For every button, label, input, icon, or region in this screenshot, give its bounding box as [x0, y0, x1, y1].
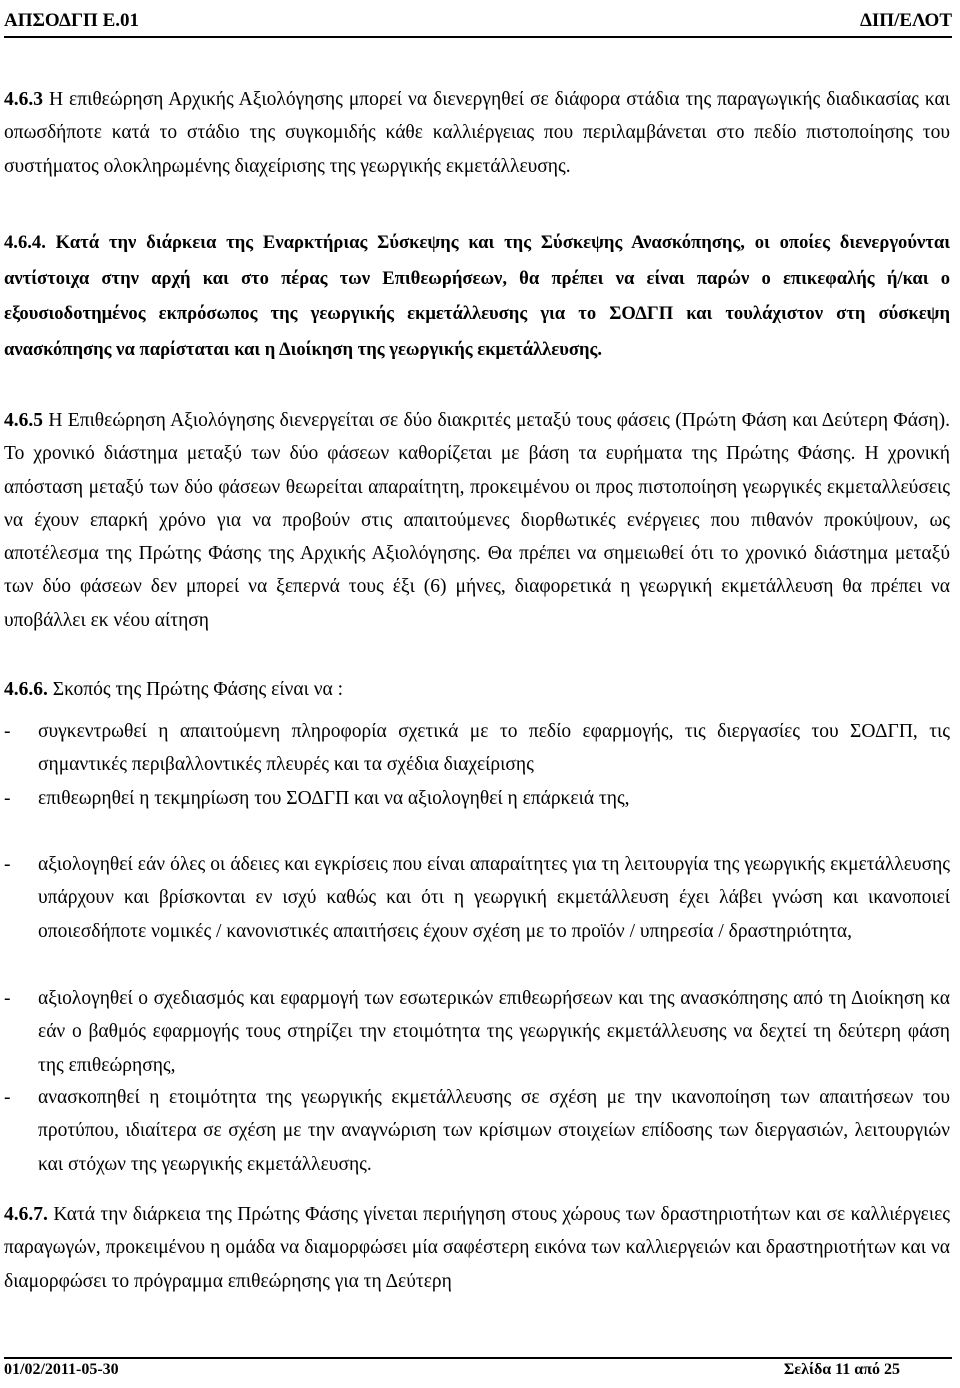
- list-item-text: ανασκοπηθεί η ετοιμότητα της γεωργικής εκμετάλλευσης σε σχέση με την ικανοποίηση των απαιτήσεων του προτύπου, ιδιαίτερα σε σχέση με την αναγνώριση των κρίσιμων στοιχείων επίδοσης των διεργασιών, λειτουργιών και στόχων της γεωργικής εκμετάλλευσης.: [38, 1087, 950, 1175]
- page-footer: [4, 1357, 952, 1378]
- paragraph-4-6-4: [4, 225, 950, 367]
- section-number: 4.6.5: [4, 410, 43, 431]
- paragraph-text: Κατά την διάρκεια της Εναρκτήριας Σύσκεψης και της Σύσκεψης Ανασκόπησης, οι οποίες διενεργούνται αντίστοιχα στην αρχή και στο πέρας των Επιθεωρήσεων, θα πρέπει να είναι παρών ο επικεφαλής ή/και ο εξουσιοδοτημένος εκπρόσωπος της γεωργικής εκμετάλλευσης για το ΣΟΔΓΠ και τουλάχιστον στη σύσκεψη ανασκόπησης να παρίσταται και η Διοίκηση της γεωργικής εκμετάλλευσης.: [4, 232, 950, 360]
- list-dash: -: [4, 988, 11, 1009]
- paragraph-4-6-5: [4, 404, 950, 637]
- page-header: [4, 6, 952, 38]
- paragraph-4-6-3: [4, 83, 950, 183]
- paragraph-text: Η Επιθεώρηση Αξιολόγησης διενεργείται σε δύο διακριτές μεταξύ τους φάσεις (Πρώτη Φάση και Δεύτερη Φάση). Το χρονικό διάστημα μεταξύ των δύο φάσεων καθορίζεται με βάση τα ευρήματα της Πρώτης Φάσης. Η χρονική απόσταση μεταξύ των δύο φάσεων θεωρείται απαραίτητη, προκειμένου οι προς πιστοποίηση γεωργικές εκμεταλλεύσεις να έχουν επαρκή χρόνο για να προβούν στις απαιτούμενες διορθωτικές ενέργειες που πιθανόν προκύψουν, ως αποτέλεσμα της Πρώτης Φάσης της Αρχικής Αξιολόγησης. Θα πρέπει να σημειωθεί ότι το χρονικό διάστημα μεταξύ των δύο φάσεων δεν μπορεί να ξεπερνά τους έξι (6) μήνες, διαφορετικά η γεωργική εκμετάλλευση θα πρέπει να υποβάλλει εκ νέου αίτηση: [4, 410, 950, 631]
- paragraph-text: Σκοπός της Πρώτης Φάσης είναι να :: [47, 679, 344, 700]
- list-item-text: συγκεντρωθεί η απαιτούμενη πληροφορία σχετικά με το πεδίο εφαρμογής, τις διεργασίες του ΣΟΔΓΠ, τις σημαντικές περιβαλλοντικές πλευρές και τα σχέδια διαχείρισης: [38, 721, 950, 776]
- section-number: 4.6.6.: [4, 679, 48, 700]
- list-item: [4, 848, 950, 948]
- list-dash: -: [4, 788, 11, 809]
- list-item-text: αξιολογηθεί εάν όλες οι άδειες και εγκρίσεις που είναι απαραίτητες για τη λειτουργία της γεωργικής εκμετάλλευσης υπάρχουν και βρίσκονται εν ισχύ καθώς και ότι η γεωργική εκμετάλλευση έχει λάβει γνώση και ικανοποιεί οποιεσδήποτε νομικές / κανονιστικές απαιτήσεις έχουν σχέση με το προϊόν / υπηρεσία / δραστηριότητα,: [38, 854, 950, 942]
- list-item: [4, 782, 950, 815]
- paragraph-4-6-7: [4, 1198, 950, 1298]
- list-item: [4, 715, 950, 782]
- header-org: ΔΙΠ/ΕΛΟΤ: [859, 10, 952, 31]
- list-dash: -: [4, 721, 11, 742]
- section-number: 4.6.7.: [4, 1204, 48, 1225]
- paragraph-text: Κατά την διάρκεια της Πρώτης Φάσης γίνεται περιήγηση στους χώρους των δραστηριοτήτων και σε καλλιέργειες παραγωγών, προκειμένου η ομάδα να διαμορφώσει μία σαφέστερη εικόνα των καλλιεργειών και δραστηριοτήτων και να διαμορφώσει το πρόγραμμα επιθεώρησης για τη Δεύτερη: [4, 1204, 950, 1292]
- list-item-text: αξιολογηθεί ο σχεδιασμός και εφαρμογή των εσωτερικών επιθεωρήσεων και της ανασκόπησης από τη Διοίκηση κα εάν ο βαθμός εφαρμογής τους στηρίζει την ετοιμότητα της γεωργικής εκμετάλλευσης να δεχτεί τη δεύτερη φάση της επιθεώρησης,: [38, 988, 950, 1076]
- paragraph-4-6-6: [4, 673, 343, 706]
- footer-page-number: Σελίδα 11 από 25: [783, 1361, 900, 1378]
- header-doc-code: ΑΠΣΟΔΓΠ Ε.01: [4, 10, 140, 31]
- list-dash: -: [4, 1087, 11, 1108]
- list-dash: -: [4, 854, 11, 875]
- section-number: 4.6.4.: [4, 232, 46, 253]
- footer-date: 01/02/2011-05-30: [4, 1361, 119, 1378]
- list-item: [4, 1081, 950, 1181]
- list-item-text: επιθεωρηθεί η τεκμηρίωση του ΣΟΔΓΠ και να αξιολογηθεί η επάρκειά της,: [38, 788, 630, 809]
- list-item: [4, 982, 950, 1082]
- section-number: 4.6.3: [4, 89, 43, 110]
- paragraph-text: Η επιθεώρηση Αρχικής Αξιολόγησης μπορεί να διενεργηθεί σε διάφορα στάδια της παραγωγικής διαδικασίας και οπωσδήποτε κατά το στάδιο της συγκομιδής κάθε καλλιέργειας που περιλαμβάνεται στο πεδίο πιστοποίησης του συστήματος ολοκληρωμένης διαχείρισης της γεωργικής εκμετάλλευσης.: [4, 89, 950, 177]
